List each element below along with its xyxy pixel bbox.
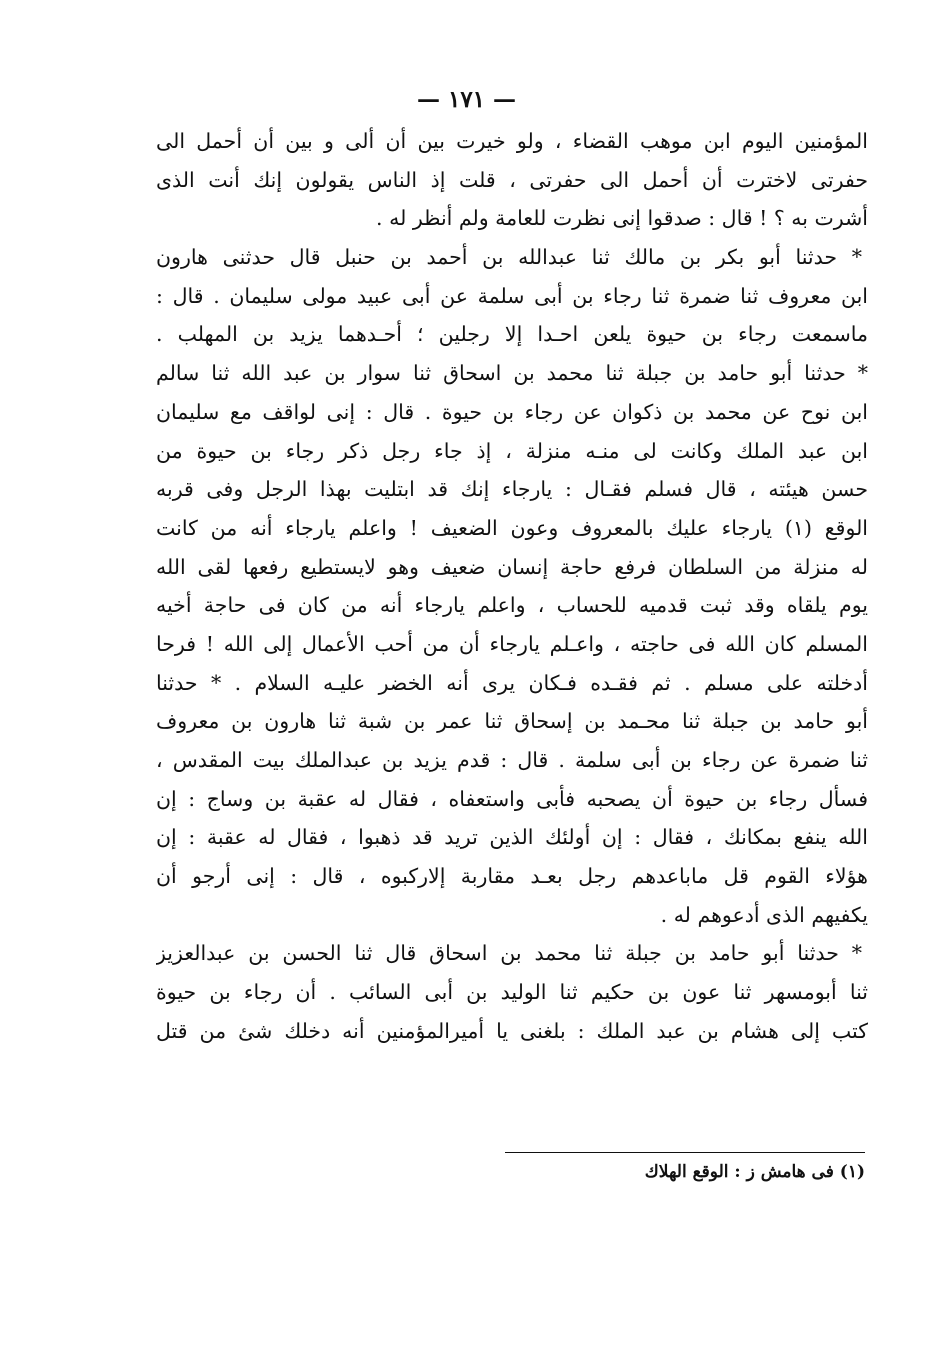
text-line: الله ينفع بمكانك ، فقال : إن أولئك الذين تريد قد ذهبوا ، فقال له عقبة : إن (156, 825, 868, 850)
text-line: المؤمنين اليوم ابن موهب القضاء ، ولو خيرت بين أن ألى و بين أن أحمل الى (156, 129, 868, 153)
text-line: * حدثنا أبو حامد بن جبلة ثنا محمد بن اسحاق ثنا سوار بن عبد الله ثنا سالم (156, 361, 868, 386)
text-line: له منزلة من السلطان فرفع حاجة إنسان ضعيف وهو لايستطيع رفعها لقى الله (156, 554, 868, 579)
text-line: ابن نوح عن محمد بن ذكوان عن رجاء بن حيوة . قال : إنى لواقف مع سليمان (156, 399, 868, 424)
text-line: ثنا ضمرة عن رجاء بن أبى سلمة . قال : قدم يزيد بن عبدالملك بيت المقدس ، (156, 748, 868, 772)
text-line: * حدثنا أبو بكر بن مالك ثنا عبدالله بن أحمد بن حنبل قال حدثنى هارون (156, 245, 862, 270)
text-line: أبو حامد بن جبلة ثنا محـمد بن إسحاق ثنا عمر بن شبة ثنا هارون بن معروف (156, 709, 868, 734)
text-line: الوقع (١) يارجاء عليك بالمعروف وعون الضعيف ! واعلم يارجاء أنه من كانت (156, 515, 868, 540)
main-text (156, 122, 868, 1051)
page-number: — ١٧١ — (416, 86, 517, 113)
text-line: ماسمعت رجاء بن حيوة يلعن احـدا إلا رجلين ؛ أحـدهما يزيد بن المهلب . (156, 322, 868, 347)
text-line: يوم يلقاه وقد ثبت قدميه للحساب ، واعلم يارجاء أنه من كان فى حاجة أخيه (156, 593, 868, 618)
text-line: فسأل رجاء بن حيوة أن يصحبه فأبى واستعفاه ، فقال له عقبة بن وساج : إن (156, 786, 868, 811)
footnote: (١) فى هامش ز : الوقع الهلاك (644, 1162, 865, 1182)
text-line: ثنا أبومسهر ثنا عون بن حكيم ثنا الوليد بن أبى السائب . أن رجاء بن حيوة (156, 980, 868, 1005)
text-line: أشرت به ؟ ! قال : صدقوا إنى نظرت للعامة ولم أنظر له . (376, 206, 868, 231)
text-line: يكفيهم الذى أدعوهم له . (660, 902, 868, 927)
text-line: ابن معروف ثنا ضمرة ثنا رجاء بن أبى سلمة عن أبى عبيد مولى سليمان . قال : (156, 283, 868, 308)
text-line: المسلم كان الله فى حاجته ، واعـلم يارجاء أن من أحب الأعمال إلى الله ! فرحا (156, 631, 868, 656)
text-line: هؤلاء القوم قل ماباعدهم رجل بعـد مقاربة إلاركبوه ، قال : إنى أرجو أن (156, 864, 868, 889)
text-line: أدخلته على مسلم . ثم فقـده فـكان يرى أنه الخضر عليـه السلام . * حدثنا (156, 670, 868, 695)
text-line: * حدثنا أبو حامد بن جبلة ثنا محمد بن اسحاق قال ثنا الحسن بن عبدالعزيز (156, 941, 862, 966)
text-line: ابن عبد الملك وكانت لى منـه منزلة ، إذ جاء رجل ذكر رجاء بن حيوة من (156, 438, 868, 463)
text-line: حسن هيئته ، قال فسلم فقـال : يارجاء إنك قد ابتليت بهذا الرجل وفى قربه (156, 477, 868, 502)
text-line: حفرتى لاخترت أن أحمل الى حفرتى ، قلت إذ الناس يقولون إنك أنت الذى (156, 167, 868, 192)
text-line: كتب إلى هشام بن عبد الملك : بلغنى يا أميرالمؤمنين أنه دخلك شئ من قتل (156, 1018, 868, 1043)
footnote-divider (505, 1152, 865, 1153)
